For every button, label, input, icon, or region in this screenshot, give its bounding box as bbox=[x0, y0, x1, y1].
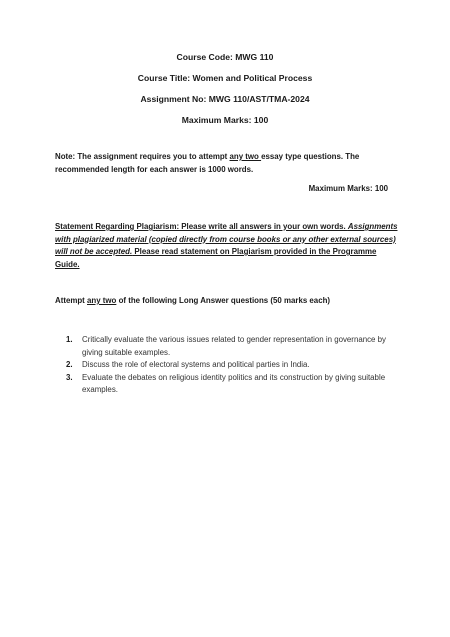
question-text: Discuss the role of electoral systems and political parties in India. bbox=[82, 360, 310, 369]
note-paragraph bbox=[55, 151, 400, 176]
plagiarism-statement bbox=[55, 221, 400, 271]
course-code: Course Code: MWG 110 bbox=[176, 52, 274, 62]
maximum-marks-heading: Maximum Marks: 100 bbox=[181, 115, 269, 125]
instructions-emphasis: any two bbox=[87, 296, 117, 305]
plagiarism-text-end: Please read statement on Plagiarism provided in the Programme Guide. bbox=[55, 247, 377, 269]
question-text: Evaluate the debates on religious identity politics and its construction by giving suitable examples. bbox=[82, 372, 386, 394]
instructions-start: Attempt bbox=[55, 296, 87, 305]
course-title: Course Title: Women and Political Process bbox=[137, 73, 313, 83]
plagiarism-text-start: Statement Regarding Plagiarism: Please write all answers in your own words. bbox=[55, 222, 348, 231]
question-number: 1. bbox=[66, 335, 73, 344]
instructions-end: of the following Long Answer questions (50 marks each) bbox=[116, 296, 331, 305]
question-item bbox=[66, 359, 396, 372]
question-number: 2. bbox=[66, 360, 73, 369]
question-item bbox=[66, 372, 396, 397]
question-text: Critically evaluate the various issues related to gender representation in governance by giving suitable examples. bbox=[82, 335, 386, 357]
note-text-end: essay type questions. The recommended length for each answer is 1000 words. bbox=[55, 152, 360, 174]
question-item bbox=[66, 334, 396, 359]
plagiarism-warning: Assignments with plagiarized material (copied directly from course books or any other external sources) will not be accepted. bbox=[55, 222, 398, 256]
question-list bbox=[66, 334, 396, 397]
maximum-marks-note: Maximum Marks: 100 bbox=[308, 184, 388, 193]
note-text-start: Note: The assignment requires you to attempt bbox=[55, 152, 230, 161]
question-number: 3. bbox=[66, 372, 73, 382]
note-emphasis: any two bbox=[229, 152, 262, 161]
assignment-number: Assignment No: MWG 110/AST/TMA-2024 bbox=[140, 94, 310, 104]
instructions bbox=[55, 295, 400, 308]
